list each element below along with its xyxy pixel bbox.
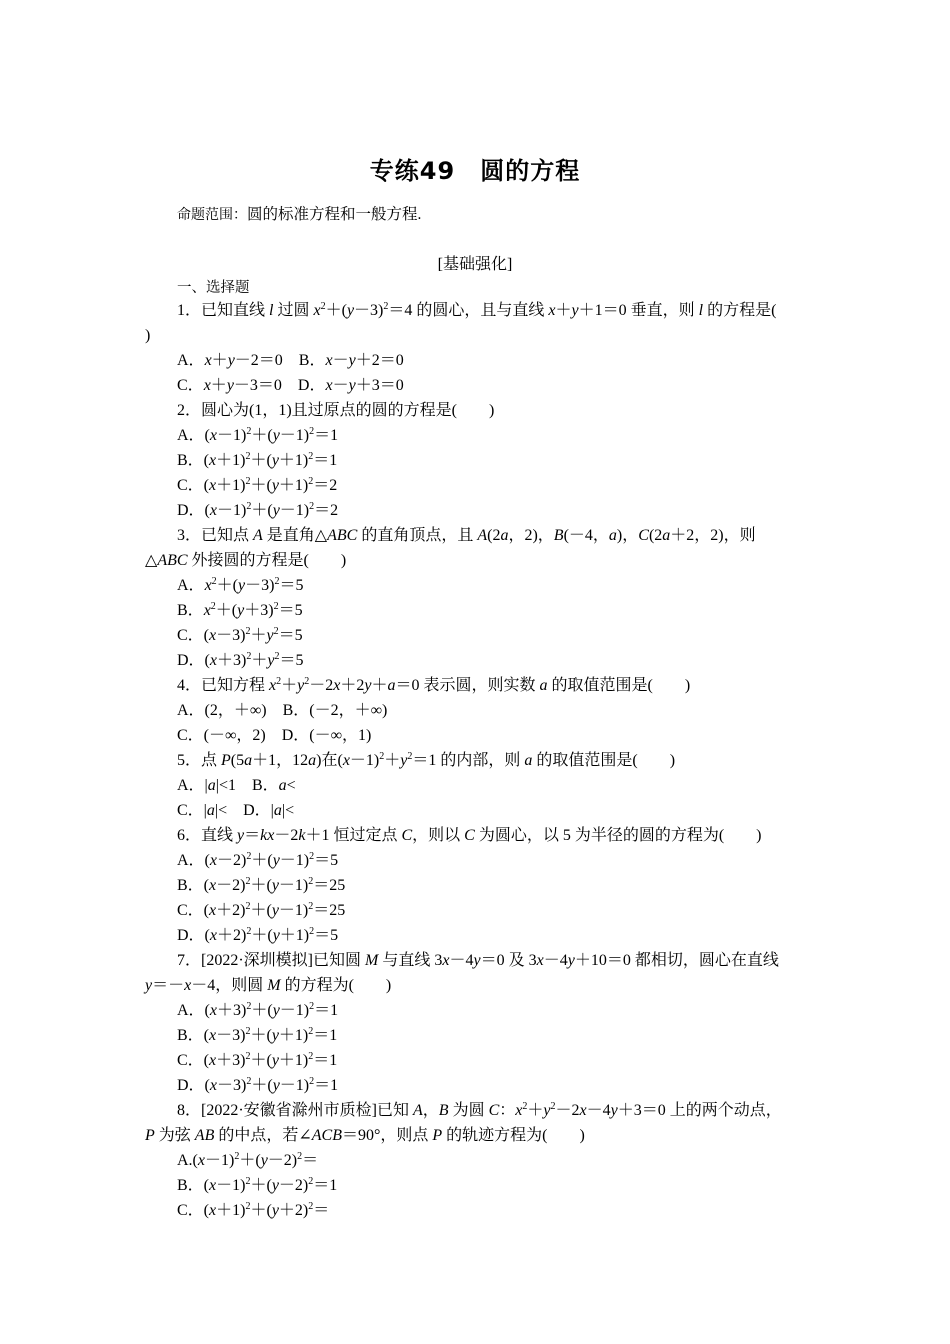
- answer-option: C．|a|< D．|a|<: [177, 802, 295, 819]
- answer-option: B．$(x-3)^2+(y+1)^2=1$: [177, 1026, 338, 1044]
- answer-option: A．|a|<1 B．a<: [177, 777, 296, 794]
- answer-option: B．$(x-1)^2+(y-2)^2=1$: [177, 1176, 338, 1194]
- answer-option: B．$(x+1)^2+(y+1)^2=1$: [177, 451, 338, 469]
- answer-option: A．(2，＋∞) B．(－2，＋∞): [177, 702, 388, 719]
- answer-option: D．$(x+3)^2+y^2=5$: [177, 651, 304, 669]
- answer-option: C．$(x+1)^2+(y+2)^2=$: [177, 1201, 330, 1219]
- answer-option: A．x＋y－2＝0 B．x－y＋2＝0: [177, 352, 404, 369]
- question-continuation: y＝－x－4，则圆 M 的方程为( ): [145, 977, 392, 994]
- answer-option: A．$(x+3)^2+(y-1)^2=1$: [177, 1001, 339, 1019]
- question-type-heading: 一、选择题: [177, 280, 250, 296]
- question-continuation: ): [145, 327, 151, 344]
- answer-option: A．$x^2+(y-3)^2=5$: [177, 576, 304, 594]
- question-text: 8．[2022·安徽省滁州市质检]已知 A，B 为圆 C：$x^2+y^2-2x-4y+3=0$ 上的两个动点，: [177, 1101, 782, 1119]
- answer-option: $A.(x-1)^2+(y-2)^2=$: [177, 1151, 319, 1169]
- answer-option: C．$(x+2)^2+(y-1)^2=25$: [177, 901, 346, 919]
- question-text: 5．点 P(5a＋1，12a)在$(x-1)^2+y^2=1$ 的内部，则 a 的取值范围是( ): [177, 751, 676, 769]
- question-text: 2．圆心为(1，1)且过原点的圆的方程是( ): [177, 402, 495, 419]
- answer-option: C．$(x+3)^2+(y+1)^2=1$: [177, 1051, 338, 1069]
- scope-label: 命题范围：: [177, 207, 247, 223]
- question-text: 4．已知方程 $x^2+y^2-2x+2y+a=0$ 表示圆，则实数 a 的取值范围是( ): [177, 676, 691, 694]
- answer-option: A．$(x-1)^2+(y-1)^2=1$: [177, 426, 339, 444]
- question-text: 6．直线 y＝kx－2k＋1 恒过定点 C，则以 C 为圆心，以 5 为半径的圆的方程为( ): [177, 827, 762, 844]
- section-heading: [基础强化]: [437, 256, 513, 273]
- answer-option: B．$(x-2)^2+(y-1)^2=25$: [177, 876, 346, 894]
- scope-text: 圆的标准方程和一般方程.: [247, 206, 422, 223]
- answer-option: C．(－∞，2) D．(－∞，1): [177, 727, 372, 744]
- topic-scope: [177, 202, 421, 224]
- answer-option: C．x＋y－3＝0 D．x－y＋3＝0: [177, 377, 404, 394]
- answer-option: B．$x^2+(y+3)^2=5$: [177, 601, 303, 619]
- answer-option: D．$(x-1)^2+(y-1)^2=2$: [177, 501, 339, 519]
- question-text: 7．[2022·深圳模拟]已知圆 M 与直线 3x－4y＝0 及 3x－4y＋10＝0 都相切，圆心在直线: [177, 952, 779, 969]
- page-title: 专练49 圆的方程: [369, 157, 581, 185]
- question-text: 1．已知直线 l 过圆 $x^2+(y-3)^2=4$ 的圆心，且与直线 x＋y＋1＝0 垂直，则 l 的方程是(: [177, 301, 777, 319]
- answer-option: D．$(x-3)^2+(y-1)^2=1$: [177, 1076, 339, 1094]
- answer-option: D．$(x+2)^2+(y+1)^2=5$: [177, 926, 339, 944]
- answer-option: C．$(x-3)^2+y^2=5$: [177, 626, 303, 644]
- question-text: 3．已知点 A 是直角△ABC 的直角顶点，且 A(2a，2)，B(－4，a)，C(2a＋2，2)，则: [177, 527, 756, 544]
- question-continuation: △ABC 外接圆的方程是( ): [145, 552, 347, 569]
- answer-option: C．$(x+1)^2+(y+1)^2=2$: [177, 476, 338, 494]
- answer-option: A．$(x-2)^2+(y-1)^2=5$: [177, 851, 339, 869]
- question-continuation: P 为弦 AB 的中点，若∠ACB＝90°，则点 P 的轨迹方程为( ): [145, 1127, 585, 1144]
